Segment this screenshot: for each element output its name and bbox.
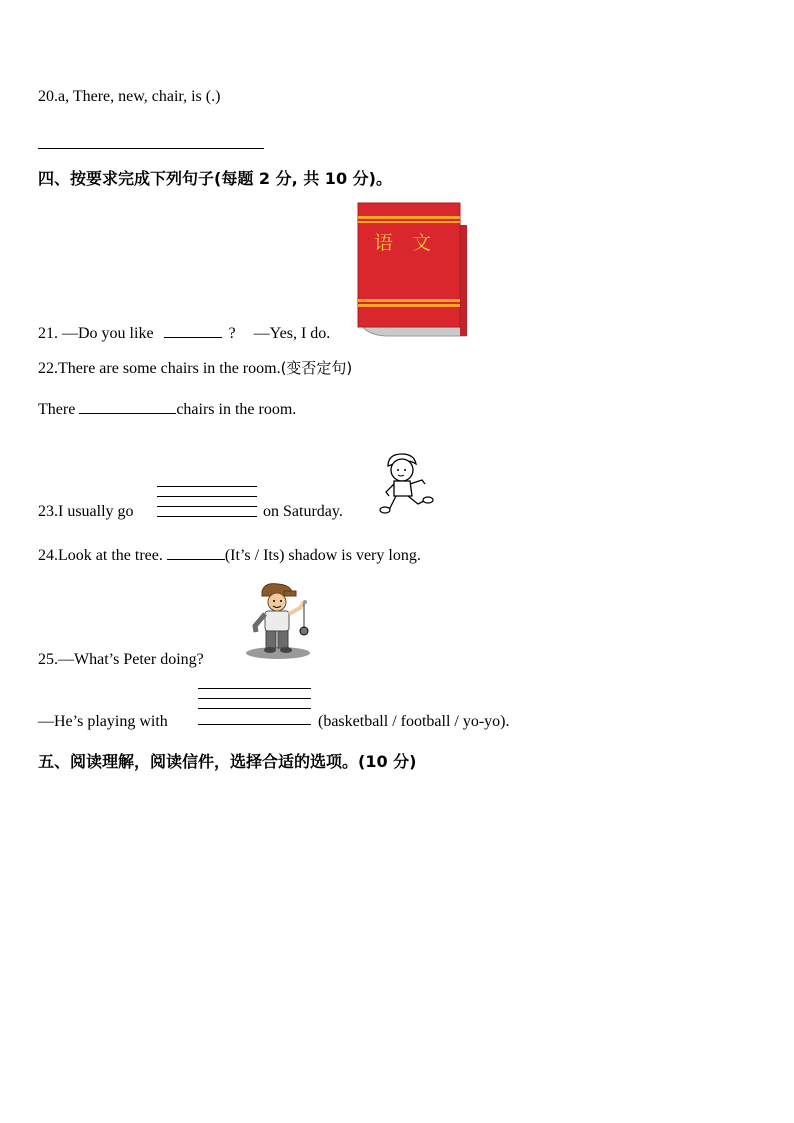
yoyo-boy-icon bbox=[244, 582, 314, 662]
question-20: 20.a, There, new, chair, is (.) bbox=[38, 88, 221, 105]
answer-blank-24[interactable] bbox=[167, 545, 225, 560]
answer-line-23a[interactable] bbox=[157, 486, 257, 487]
question-24-options: (It’s / Its) shadow is very long. bbox=[224, 547, 421, 564]
question-23-text: 23.I usually go bbox=[38, 503, 134, 520]
answer-line-23b[interactable] bbox=[157, 496, 257, 497]
question-22-note: (变否定句) bbox=[280, 359, 353, 377]
question-25-answer-prefix: —He’s playing with bbox=[38, 713, 168, 730]
answer-blank-21[interactable] bbox=[164, 323, 222, 338]
running-boy-icon bbox=[380, 452, 436, 520]
question-24 bbox=[38, 545, 421, 566]
question-22-text: 22.There are some chairs in the room. bbox=[38, 360, 281, 377]
question-22-answer-row bbox=[38, 399, 296, 420]
question-21 bbox=[38, 323, 330, 344]
book-title-label: 语 文 bbox=[374, 232, 432, 254]
section-5-title: 五、阅读理解，阅读信件，选择合适的选项。(10 分) bbox=[38, 752, 417, 771]
answer-line-23d[interactable] bbox=[157, 516, 257, 517]
answer-blank-22[interactable] bbox=[79, 399, 176, 414]
question-25-options: (basketball / football / yo-yo). bbox=[318, 713, 510, 730]
question-21-answer: —Yes, I do. bbox=[253, 325, 331, 342]
question-21-text: 21. —Do you like bbox=[38, 325, 154, 342]
question-25-text: 25.—What’s Peter doing? bbox=[38, 651, 204, 668]
question-24-text: 24.Look at the tree. bbox=[38, 547, 163, 564]
answer-line-20[interactable] bbox=[38, 148, 264, 149]
question-22-prefix: There bbox=[38, 401, 76, 418]
question-22-suffix: chairs in the room. bbox=[176, 401, 297, 418]
question-22 bbox=[38, 358, 352, 379]
answer-line-25d[interactable] bbox=[198, 724, 311, 725]
chinese-book-icon bbox=[356, 203, 470, 339]
answer-line-25a[interactable] bbox=[198, 688, 311, 689]
answer-line-25c[interactable] bbox=[198, 708, 311, 709]
question-21-mark: ? bbox=[228, 325, 236, 342]
question-23-suffix: on Saturday. bbox=[263, 503, 343, 520]
answer-line-25b[interactable] bbox=[198, 698, 311, 699]
answer-line-23c[interactable] bbox=[157, 506, 257, 507]
section-4-title: 四、按要求完成下列句子(每题 2 分, 共 10 分)。 bbox=[38, 169, 392, 188]
